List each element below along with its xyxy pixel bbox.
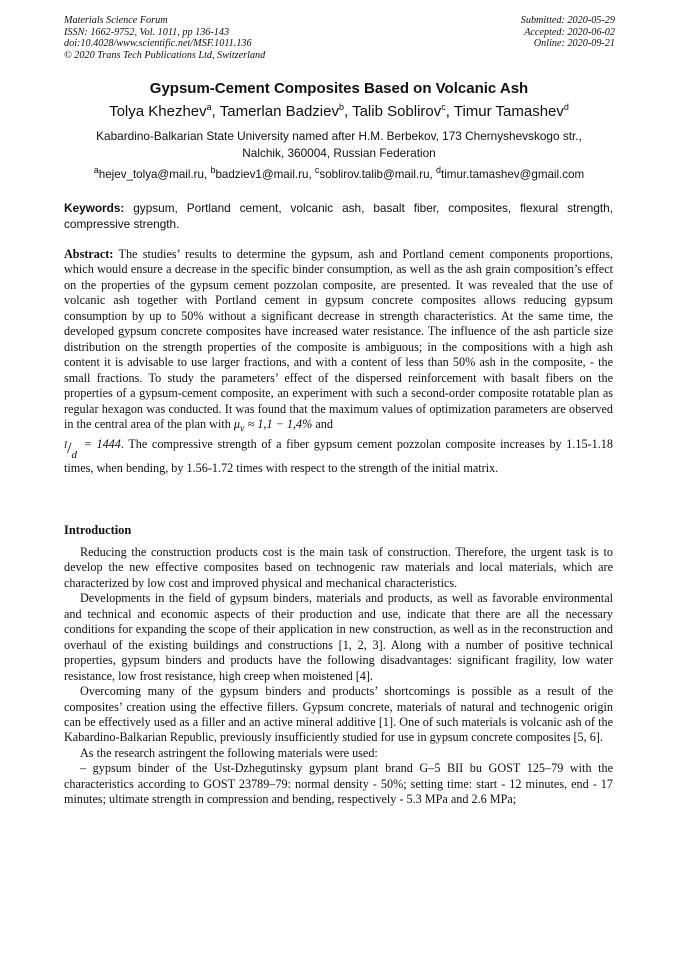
abstract-label: Abstract: xyxy=(64,247,114,261)
author: Talib Soblirov$^c$, xyxy=(352,102,454,120)
email-list: $^a$hejev_tolya@mail.ru, $^b$badziev1@mail.ru, $^c$soblirov.talib@mail.ru, $^d$timur.tamashev@gmail.com xyxy=(93,165,585,181)
affiliation: Kabardino-Balkarian State University named after H.M. Berbekov, 173 Chernyshevskogo str., Nalchik, 360004, Russian Federation xyxy=(96,129,582,160)
email-link[interactable]: $^d$timur.tamashev@gmail.com xyxy=(435,165,585,181)
journal-info xyxy=(64,15,265,61)
paragraph: Reducing the construction products cost is the main task of construction. Therefore, the urgent task is to develop the new effective composites based on technogenic raw materials and local materials, which are characterized by low cost and improved physical and mechanical characteristics. xyxy=(64,545,613,590)
keywords xyxy=(64,201,613,232)
paper-title: Gypsum-Cement Composites Based on Volcanic Ash xyxy=(149,80,529,97)
paragraph: Developments in the field of gypsum binders, materials and products, as well as favorable environmental and technical and economic aspects of their production and use, indicate that there are all the necessary conditions for expanding the scope of their application in new construction, as well as in the reconstruction and overhaul of the existing buildings and constructions [1, 2, 3]. Along with a number of positive technical properties, gypsum binders and products have the following disadvantages: significant fragility, low water resistance, low frost resistance, high creep when moistened [4]. xyxy=(64,591,613,683)
introduction-body xyxy=(64,545,613,808)
abstract: Abstract: The studies’ results to determine the gypsum, ash and Portland cement components proportions, which would ensure a decrease in the specific binder consumption, as well as the ash grain composition’s effect on the properties of the gypsum cement pozzolan composite, are presented. It was revealed that the use of volcanic ash together with Portland cement in gypsum concrete composites allows reducing gypsum consumption by up to 50% without a significant decrease in strength characteristics. At the same time, the developed gypsum concrete composites have increased water resistance. The influence of the ash particle size distribution on the strength properties of the composite is ambiguous; in the compositions with a high ash content it is advisable to use larger fractions, and with a content of less than 50% ash in the composite, - the small fractions. To study the parameters’ effect of the dispersed reinforcement with basalt fibers on the properties of a gypsum-cement composite, an experiment with such a second-order composite rotatable plan as regular hexagon was conducted. It was found that the maximum values of optimization parameters are observed in the central area of the plan with $\mu_v \approx 1,1 - 1,4\%$ and l/d = 1444. The compressive strength of a fiber gypsum cement pozzolan composite increases by 1.15-1.18 times, when bending, by 1.56-1.72 times with respect to the strength of the initial matrix. xyxy=(64,247,613,475)
author: Tolya Khezhev$^a$, xyxy=(109,102,220,120)
publication-dates xyxy=(521,15,615,50)
keywords-text: gypsum, Portland cement, volcanic ash, basalt fiber, composites, flexural strength, compressive strength. xyxy=(64,201,613,231)
journal-name: Materials Science Forum xyxy=(64,15,168,26)
author-list xyxy=(0,103,678,120)
formula-ratio: l/d xyxy=(64,438,78,461)
online-date: Online: 2020-09-21 xyxy=(533,38,615,50)
keywords-label: Keywords: xyxy=(64,201,125,215)
email-link[interactable]: $^b$badziev1@mail.ru xyxy=(210,165,309,181)
section-heading-introduction: Introduction xyxy=(64,523,132,537)
email-link[interactable]: $^c$soblirov.talib@mail.ru xyxy=(314,165,430,181)
journal-copyright: © 2020 Trans Tech Publications Ltd, Switzerland xyxy=(64,49,266,61)
author: Timur Tamashev$^d$ xyxy=(453,102,569,120)
paragraph: Overcoming many of the gypsum binders and products’ shortcomings is possible as a result of the composites’ creation using the effective fillers. Gypsum concrete, materials of natural and technogenic origin can be effectively used as a filler and an active mineral additive [1]. One of such materials is volcanic ash of the Kabardino-Balkarian Republic, previously insufficiently studied for use in gypsum concrete composites [5, 6]. xyxy=(64,684,613,745)
email-link[interactable]: $^a$hejev_tolya@mail.ru xyxy=(93,165,204,181)
author: Tamerlan Badziev$^b$, xyxy=(219,102,353,120)
journal-doi: doi:10.4028/www.scientific.net/MSF.1011.136 xyxy=(64,38,252,50)
submitted-date: Submitted: 2020-05-29 xyxy=(520,15,615,26)
accepted-date: Accepted: 2020-06-02 xyxy=(524,26,615,38)
paragraph: As the research astringent the following materials were used: xyxy=(80,745,378,760)
formula-mu: $\mu_v \approx 1,1 - 1,4\%$ xyxy=(233,416,313,435)
paragraph: – gypsum binder of the Ust-Dzhegutinsky gypsum plant brand G–5 BII bu GOST 125–79 with the characteristics according to GOST 23789–79: normal density - 50%; setting time: start - 12 minutes, end - 17 minutes; ultimate strength in compression and bending, respectively - 5.3 MPa and 2.6 MPa; xyxy=(64,761,613,807)
journal-issn: ISSN: 1662-9752, Vol. 1011, pp 136-143 xyxy=(64,26,230,38)
